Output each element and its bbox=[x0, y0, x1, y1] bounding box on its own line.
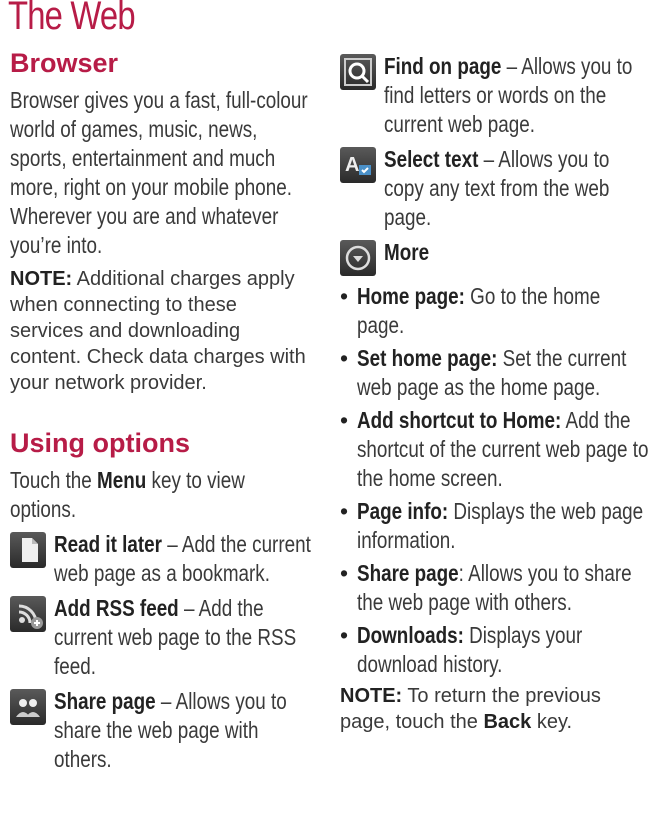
option-find-on-page: Find on page – Allows you to find letters or words on the current web page. bbox=[340, 52, 650, 139]
page-title: The Web bbox=[8, 0, 135, 38]
option-label: Find on page bbox=[384, 53, 502, 79]
option-label: Read it later bbox=[54, 531, 162, 557]
browser-note: NOTE: Additional charges apply when connecting to these services and downloading content. Check data charges with your network provider. bbox=[10, 268, 306, 394]
option-select-text: A Select text – Allows you to copy any text from the web page. bbox=[340, 145, 650, 232]
more-list bbox=[340, 282, 650, 679]
svg-text:A: A bbox=[345, 154, 360, 176]
bookmark-page-icon bbox=[10, 532, 46, 568]
list-item: • Share page: Allows you to share the web page with others. bbox=[340, 559, 650, 617]
option-label: Share page bbox=[54, 688, 156, 714]
select-text-icon bbox=[340, 147, 376, 183]
option-read-it-later: Read it later – Add the current web page as a bookmark. bbox=[10, 530, 315, 588]
back-note: NOTE: To return the previous page, touch the Back key. bbox=[340, 685, 601, 733]
share-icon bbox=[10, 689, 46, 725]
option-label: More bbox=[384, 239, 430, 265]
browser-heading: Browser bbox=[10, 48, 119, 78]
option-add-rss-feed: Add RSS feed – Add the current web page to the RSS feed. bbox=[10, 594, 315, 681]
browser-intro: Browser gives you a fast, full-colour world of games, music, news, sports, entertainment and much more, right on your mobile phone. Wherever you are and whatever you’re into. bbox=[10, 87, 308, 258]
rss-feed-icon bbox=[10, 596, 46, 632]
options-heading: Using options bbox=[10, 428, 190, 458]
list-item: • Downloads: Displays your download history. bbox=[340, 621, 650, 679]
list-item: • Add shortcut to Home: Add the shortcut of the current web page to the home screen. bbox=[340, 406, 650, 493]
option-label: Select text bbox=[384, 146, 479, 172]
right-column bbox=[340, 52, 650, 735]
search-page-icon bbox=[340, 54, 376, 90]
option-more bbox=[340, 238, 650, 276]
list-item: • Page info: Displays the web page information. bbox=[340, 497, 650, 555]
option-share-page: Share page – Allows you to share the web page with others. bbox=[10, 687, 315, 774]
more-icon bbox=[340, 240, 376, 276]
list-item: • Home page: Go to the home page. bbox=[340, 282, 650, 340]
option-label: Add RSS feed bbox=[54, 595, 179, 621]
options-intro: Touch the Menu key to view options. bbox=[10, 467, 245, 522]
list-item: • Set home page: Set the current web page as the home page. bbox=[340, 344, 650, 402]
left-column bbox=[10, 48, 315, 774]
